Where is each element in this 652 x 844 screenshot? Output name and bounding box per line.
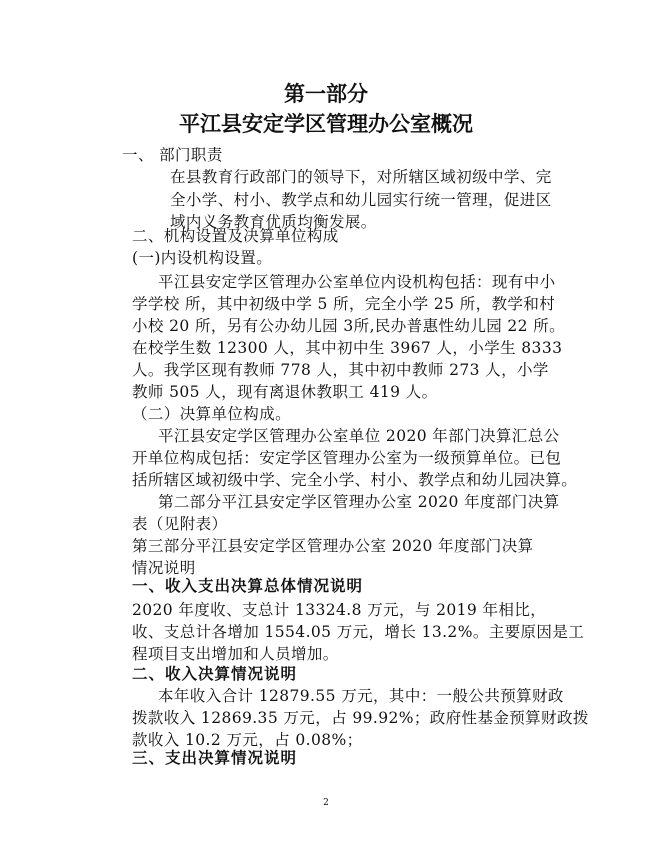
explain2-line: 拨款收入 12869.35 万元，占 99.92%；政府性基金预算财政拨 <box>132 709 589 727</box>
section2-para2-line: 平江县安定学区管理办公室单位 2020 年部门决算汇总公 <box>158 427 560 445</box>
explain1-line: 程项目支出增加和人员增加。 <box>132 645 339 663</box>
section2-sub2: （二）决算单位构成。 <box>132 405 292 423</box>
section1-heading: 一、 部门职责 <box>122 146 223 164</box>
section1-line: 域内义务教育优质均衡发展。 <box>170 213 377 231</box>
explain2-line: 款收入 10.2 万元，占 0.08%； <box>132 731 363 749</box>
section2-para1-line: 人。我学区现有教师 778 人，其中初中教师 273 人，小学 <box>132 361 549 379</box>
explain1-heading: 一、收入支出决算总体情况说明 <box>132 577 364 595</box>
section2-para2-line: 括所辖区域初级中学、完全小学、村小、教学点和幼儿园决算。 <box>132 471 578 489</box>
explain2-line: 本年收入合计 12879.55 万元，其中：一般公共预算财政 <box>158 687 564 705</box>
part2-line: 表（见附表） <box>132 515 228 533</box>
section2-para2-line: 开单位构成包括：安定学区管理办公室为一级预算单位。已包 <box>132 449 562 467</box>
page-number: 2 <box>323 798 329 808</box>
part2-line: 第二部分平江县安定学区管理办公室 2020 年度部门决算 <box>158 493 560 511</box>
section2-para1-line: 小校 20 所，另有公办幼儿园 3所,民办普惠性幼儿园 22 所。 <box>132 317 566 335</box>
section2-para1-line: 教师 505 人，现有离退休教职工 419 人。 <box>132 383 438 401</box>
section2-sub1: (一)内设机构设置。 <box>132 249 273 267</box>
explain1-line: 收、支总计各增加 1554.05 万元，增长 13.2%。主要原因是工 <box>132 623 585 641</box>
part-title: 第一部分 <box>284 82 368 106</box>
section2-para1-line: 学学校 所，其中初级中学 5 所，完全小学 25 所，教学和村 <box>132 295 556 313</box>
page-title: 平江县安定学区管理办公室概况 <box>179 112 473 136</box>
explain1-line: 2020 年度收、支总计 13324.8 万元，与 2019 年相比， <box>132 601 547 619</box>
explain2-heading: 二、收入决算情况说明 <box>132 665 298 683</box>
section1-line: 在县教育行政部门的领导下，对所辖区域初级中学、完 <box>170 168 552 186</box>
part3-line: 情况说明 <box>132 559 196 577</box>
section2-heading: 二、机构设置及决算单位构成 <box>132 227 339 245</box>
part3-line: 第三部分平江县安定学区管理办公室 2020 年度部门决算 <box>132 537 534 555</box>
section2-para1-line: 平江县安定学区管理办公室单位内设机构包括：现有中小 <box>158 273 556 291</box>
explain3-heading: 三、支出决算情况说明 <box>132 749 298 767</box>
section1-line: 全小学、村小、教学点和幼儿园实行统一管理，促进区 <box>170 191 552 209</box>
section2-para1-line: 在校学生数 12300 人，其中初中生 3967 人，小学生 8333 <box>132 339 563 357</box>
